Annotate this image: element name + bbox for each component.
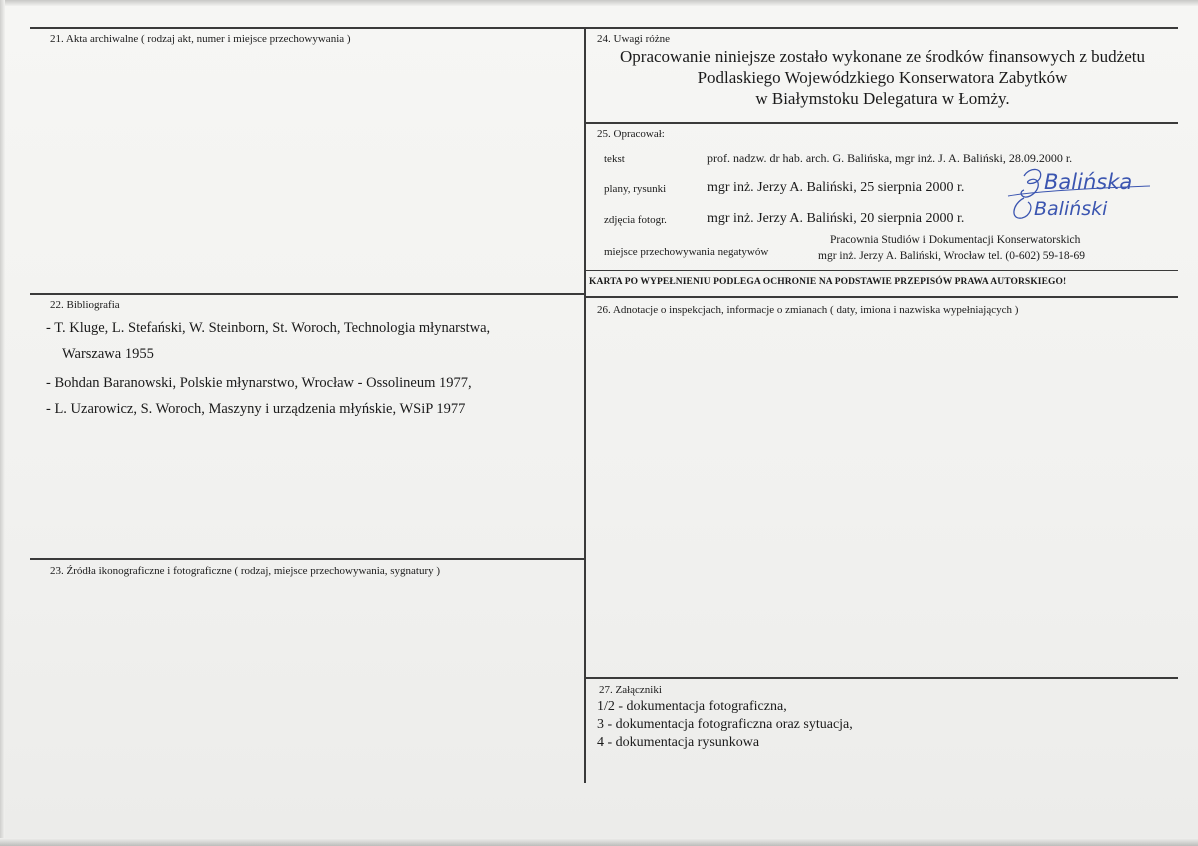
bibliography-entry: - T. Kluge, L. Stefański, W. Steinborn, St. Woroch, Technologia młynarstwa, xyxy=(46,320,491,336)
signature-text-balinski: Baliński xyxy=(1034,198,1108,220)
field-26-label: 26. Adnotacje o inspekcjach, informacje o zmianach ( daty, imiona i nazwiska wypełniających ) xyxy=(597,304,1019,316)
author-row-key-photos: zdjęcia fotogr. xyxy=(604,214,667,226)
scan-edge-left xyxy=(0,0,5,846)
field-24-text xyxy=(590,46,1175,109)
signature-text-balinska: Balińska xyxy=(1044,170,1133,194)
left-divider-22 xyxy=(30,293,585,295)
uwagi-line: Podlaskiego Wojewódzkiego Konserwatora Zabytków xyxy=(697,68,1068,87)
field-23-label: 23. Źródła ikonograficzne i fotograficzne ( rodzaj, miejsce przechowywania, sygnatury ) xyxy=(50,565,441,577)
left-divider-23 xyxy=(30,558,585,560)
field-22-label: 22. Bibliografia xyxy=(50,299,120,311)
right-divider-27 xyxy=(585,677,1178,679)
bibliography-entry: Warszawa 1955 xyxy=(62,346,154,362)
scan-edge-bottom xyxy=(0,838,1198,846)
copyright-notice: KARTA PO WYPEŁNIENIU PODLEGA OCHRONIE NA PODSTAWIE PRZEPISÓW PRAWA AUTORSKIEGO! xyxy=(589,277,1067,287)
top-border-line xyxy=(30,27,1178,29)
author-row-value-text: prof. nadzw. dr hab. arch. G. Balińska, mgr inż. J. A. Baliński, 28.09.2000 r. xyxy=(707,151,1073,165)
uwagi-line: w Białymstoku Delegatura w Łomży. xyxy=(755,89,1010,108)
field-21-label: 21. Akta archiwalne ( rodzaj akt, numer i miejsce przechowywania ) xyxy=(50,33,351,45)
negatives-storage-line1: Pracownia Studiów i Dokumentacji Konserwatorskich xyxy=(830,234,1081,246)
author-row-value-photos: mgr inż. Jerzy A. Baliński, 20 sierpnia 2000 r. xyxy=(707,211,965,226)
attachment-item: 4 - dokumentacja rysunkowa xyxy=(597,735,760,750)
author-row-key-drawings: plany, rysunki xyxy=(604,183,667,195)
field-25-label: 25. Opracował: xyxy=(597,128,665,140)
handwritten-signature xyxy=(1000,162,1170,232)
author-row-key-text: tekst xyxy=(604,153,625,165)
bibliography-entry: - Bohdan Baranowski, Polskie młynarstwo, Wrocław - Ossolineum 1977, xyxy=(46,375,472,391)
attachment-item: 1/2 - dokumentacja fotograficzna, xyxy=(597,699,787,714)
right-divider-26 xyxy=(585,296,1178,298)
attachment-item: 3 - dokumentacja fotograficzna oraz sytuacja, xyxy=(597,717,853,732)
author-row-value-drawings: mgr inż. Jerzy A. Baliński, 25 sierpnia 2000 r. xyxy=(707,180,965,195)
right-divider-25 xyxy=(585,122,1178,124)
uwagi-line: Opracowanie niniejsze zostało wykonane ze środków finansowych z budżetu xyxy=(620,47,1145,66)
field-27-label: 27. Załączniki xyxy=(599,684,662,696)
bibliography-entry: - L. Uzarowicz, S. Woroch, Maszyny i urządzenia młyńskie, WSiP 1977 xyxy=(46,401,466,417)
center-divider-line xyxy=(584,27,586,783)
scan-edge-top xyxy=(0,0,1198,6)
field-24-label: 24. Uwagi różne xyxy=(597,33,671,45)
right-divider-notice-top xyxy=(585,270,1178,271)
negatives-storage-key: miejsce przechowywania negatywów xyxy=(604,246,769,258)
negatives-storage-line2: mgr inż. Jerzy A. Baliński, Wrocław tel. (0-602) 59-18-69 xyxy=(818,250,1085,262)
